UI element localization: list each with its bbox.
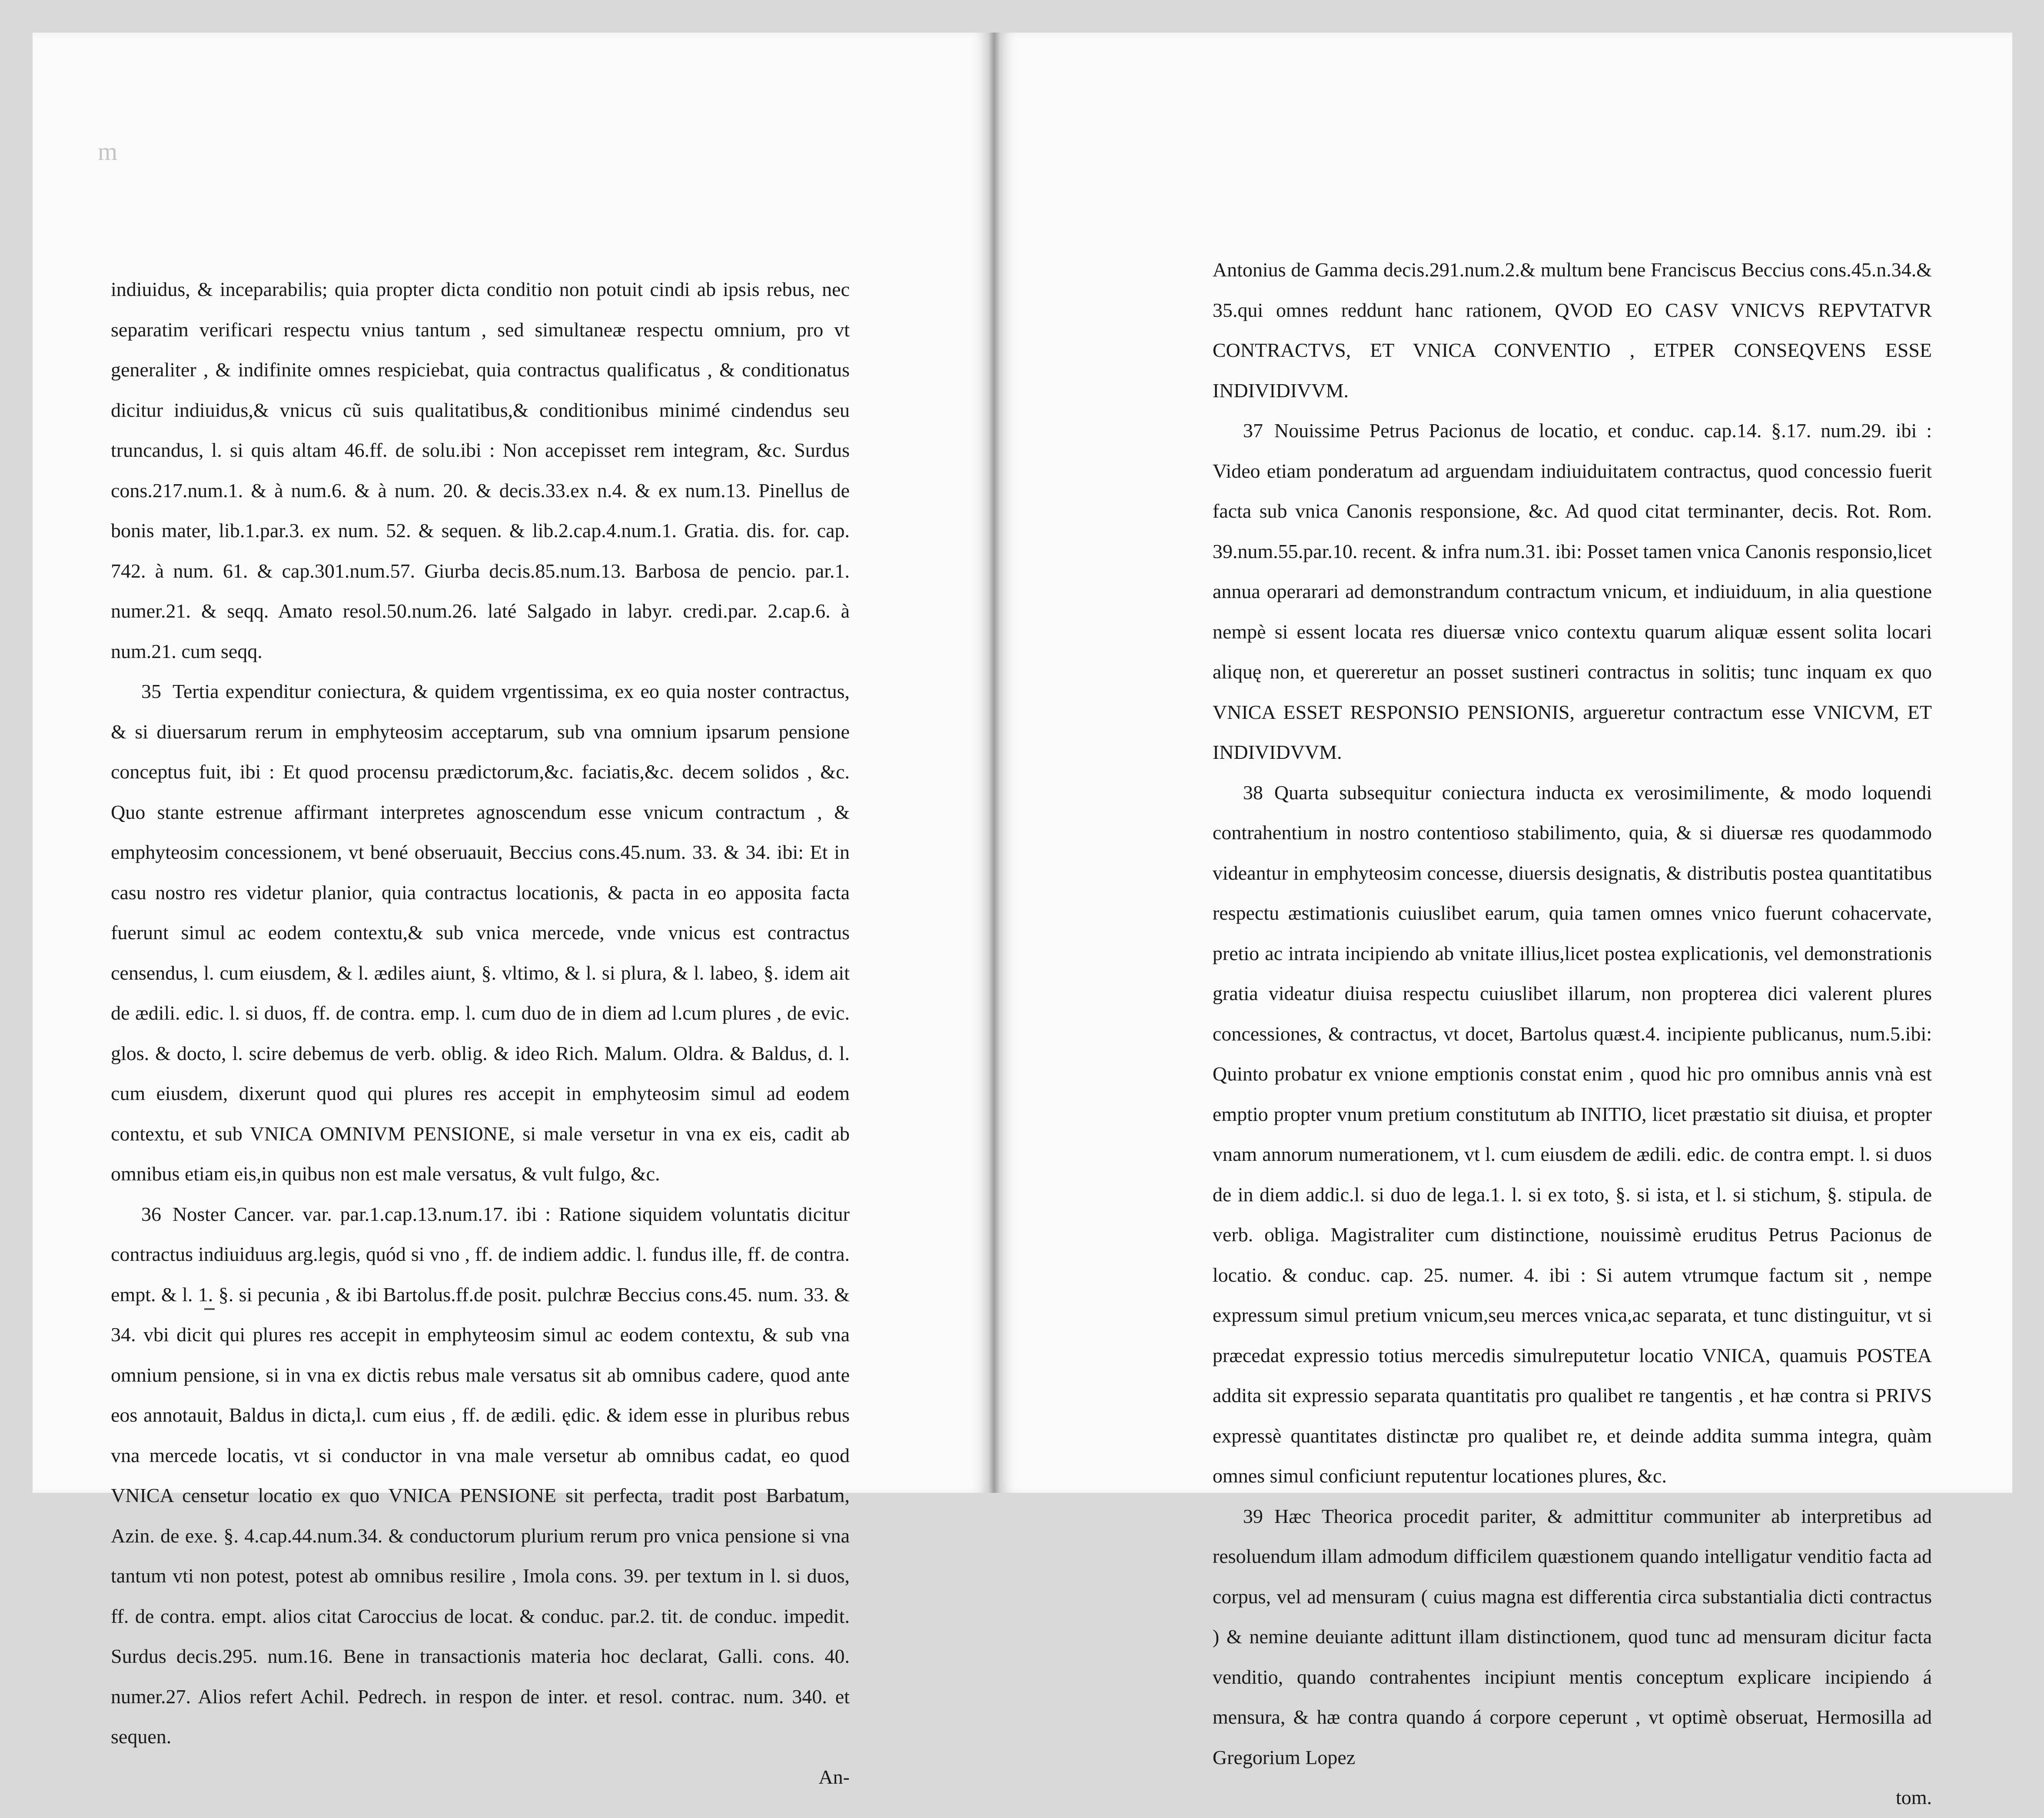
paragraph-number: 39 [1243,1505,1263,1527]
paragraph [1213,411,1932,773]
catchword: An- [818,1765,850,1788]
catchword: tom. [1895,1786,1932,1808]
paragraph-text: Antonius de Gamma decis.291.num.2.& multum bene Franciscus Beccius cons.45.n.34.& 35.qui omnes reddunt hanc rationem, QVOD EO CASV VNICVS REPVTATVR CONTRACTVS, ET VNICA CONVENTIO , ETPER CONSEQVENS ESSE INDIVIDIVVM. [1213,259,1932,402]
paragraph-text: Noster Cancer. var. par.1.cap.13.num.17. ibi : Ratione siquidem voluntatis dicitur contractus indiuiduus arg.legis, quód si vno , ff. de indiem addic. l. fundus ille, ff. de contra. empt. & l. 1. §. si pecunia , & ibi Bartolus.ff.de posit. pulchræ Beccius cons.45. num. 33. & 34. vbi dicit qui plures res accepit in emphyteosim simul ac eodem contextu, & sub vna omnium pensione, si in vna ex dictis rebus male versatus sit ab omnibus cadere, quod ante eos annotauit, Baldus in dicta,l. cum eius , ff. de ædili. ędic. & idem esse in pluribus rebus vna mercede locatis, vt si conductor in vna male versetur ab omnibus cadat, eo quod VNICA censetur locatio ex quo VNICA PENSIONE sit perfecta, tradit post Barbatum, Azin. de exe. §. 4.cap.44.num.34. & conductorum plurium rerum pro vnica pensione si vna tantum vti non potest, potest ab omnibus resilire , Imola cons. 39. per textum in l. si duos, ff. de contra. empt. alios citat Caroccius de locat. & conduc. par.2. tit. de conduc. impedit. Surdus decis.295. num.16. Bene in transactionis materia hoc declarat, Galli. cons. 40. numer.27. Alios refert Achil. Pedrech. in respon de inter. et resol. contrac. num. 340. et sequen. [111,1203,850,1748]
paragraph-number: 37 [1243,419,1263,442]
paragraph [111,269,850,671]
left-page [33,33,989,1788]
paragraph-number: 38 [1243,781,1263,804]
paragraph-number: 35 [141,680,161,702]
paragraph-text: Tertia expenditur coniectura, & quidem vrgentissima, ex eo quia noster contractus, & si diuersarum rerum in emphyteosim acceptarum, sub vna omnium ipsarum pensione conceptus fuit, ibi : Et quod procensu prædictorum,&c. faciatis,&c. decem solidos , &c. Quo stante estrenue affirmant interpretes agnoscendum esse vnicum contractum , & emphyteosim concessionem, vt bené obseruauit, Beccius cons.45.num. 33. & 34. ibi: Et in casu nostro res videtur planior, quia contractus locationis, & pacta in eo apposita facta fuerunt simul ac eodem contextu,& sub vnica mercede, vnde vnicus est contractus censendus, l. cum eiusdem, & l. ædiles aiunt, §. vltimo, & l. si plura, & l. labeo, §. idem ait de ædili. edic. l. si duos, ff. de contra. emp. l. cum duo de in diem ad l.cum plures , de evic. glos. & docto, l. scire debemus de verb. oblig. & ideo Rich. Malum. Oldra. & Baldus, d. l. cum eiusdem, dixerunt quod qui plures res accepit in emphyteosim simul ad eodem contextu, et sub VNICA OMNIVM PENSIONE, si male versetur in vna ex eis, cadit ab omnibus etiam eis,in quibus non est male versatus, & vult fulgo, &c. [111,680,850,1185]
faint-page-number: m [98,137,118,166]
paragraph-text: Nouissime Petrus Pacionus de locatio, et conduc. cap.14. §.17. num.29. ibi : Video etiam ponderatum ad arguendam indiuiduitatem contractus, quod concessio fuerit facta sub vnica Canonis responsione, &c. Ad quod citat terminanter, decis. Rot. Rom. 39.num.55.par.10. recent. & infra num.31. ibi: Posset tamen vnica Canonis responsio,licet annua operarari ad demonstrandum contractum vnicum, et indiuiduum, in alia questione nempè si essent locata res diuersæ vnico contextu quarum aliquæ essent solita locari aliquę non, et quereretur an posset sustineri contractus in solitis; tunc inquam ex quo VNICA ESSET RESPONSIO PENSIONIS, argueretur contractum esse VNICVM, ET INDIVIDVVM. [1213,419,1932,763]
book-gutter [989,33,1000,1493]
paragraph [1213,1496,1932,1778]
paragraph [1213,250,1932,411]
left-text-block [111,269,850,1797]
paragraph [111,1194,850,1757]
paragraph-text: indiuidus, & inceparabilis; quia propter dicta conditio non potuit cindi ab ipsis rebus, nec separatim verificari respectu vnius tantum , sed simultaneæ respectu omnium, pro vt generaliter , & indifinite omnes respiciebat, quia contractus qualificatus , & conditionatus dicitur indiuidus,& vnicus cũ suis qualitatibus,& conditionibus minimé cindendus seu truncandus, l. si quis altam 46.ff. de solu.ibi : Non accepisset rem integram, &c. Surdus cons.217.num.1. & à num.6. & à num. 20. & decis.33.ex n.4. & ex num.13. Pinellus de bonis mater, lib.1.par.3. ex num. 52. & sequen. & lib.2.cap.4.num.1. Gratia. dis. for. cap. 742. à num. 61. & cap.301.num.57. Giurba decis.85.num.13. Barbosa de pencio. par.1. numer.21. & seqq. Amato resol.50.num.26. laté Salgado in labyr. credi.par. 2.cap.6. à num.21. cum seqq. [111,278,850,662]
paragraph [1213,773,1932,1496]
paragraph-number: 36 [141,1203,161,1225]
paragraph-text: Hæc Theorica procedit pariter, & admittitur communiter ab interpretibus ad resoluendum illam admodum difficilem quæstionem quando intelligatur venditio facta ad corpus, vel ad mensuram ( cuius magna est differentia circa substantialia dicti contractus ) & nemine deuiante adittunt illam distinctionem, quod tunc ad mensuram dicitur facta venditio, quando contrahentes incipiunt mentis conceptum explicare incipiendo á mensura, & hæ contra quando á corpore ceperunt , vt optimè obseruat, Hermosilla ad Gregorium Lopez [1213,1505,1932,1768]
paragraph-text: Quarta subsequitur coniectura inducta ex verosimilimente, & modo loquendi contrahentium in nostro contentioso stabilimento, quia, & si diuersæ res quodammodo videantur in emphyteosim concesse, diuersis designatis, & distributis postea quantitatibus respectu æstimationis cuiuslibet earum, quia tamen omnes vnico fuerunt cohacervate, pretio ac intrata incipiendo ab vnitate illius,licet postea explicationis, vel demonstrationis gratia videatur diuisa respectu cuiuslibet illarum, non propterea dici valerent plures concessiones, & contractus, vt docet, Bartolus quæst.4. incipiente publicanus, num.5.ibi: Quinto probatur ex vnione emptionis constat enim , quod hic pro omnibus annis vnà est emptio propter vnum pretium constitutum ab INITIO, licet præstatio sit diuisa, et propter vnam annorum numerationem, vt l. cum eiusdem de ædili. edic. de contra empt. l. si duos de in diem addic.l. si duo de lega.1. l. si ex toto, §. si ista, et l. si stichum, §. stipula. de verb. obliga. Magistraliter cum distinctione, nouissimè eruditus Petrus Pacionus de locatio. & conduc. cap. 25. numer. 4. ibi : Si autem vtrumque factum sit , nempe expressum simul pretium vnicum,seu merces vnica,ac separata, et tunc distinguitur, vt si præcedat expressio totius mercedis simulreputetur locatio VNICA, quamuis POSTEA addita sit expressio separata quantitatis pro qualibet re tangentis , et hæ contra si PRIVS expressè quantitates distinctæ pro qualibet re, et deinde addita summa integra, quàm omnes simul conficiunt reputentur locationes plures, &c. [1213,781,1932,1487]
right-text-block [1213,250,1932,1818]
paragraph [111,671,850,1194]
right-page [1000,33,2012,1808]
